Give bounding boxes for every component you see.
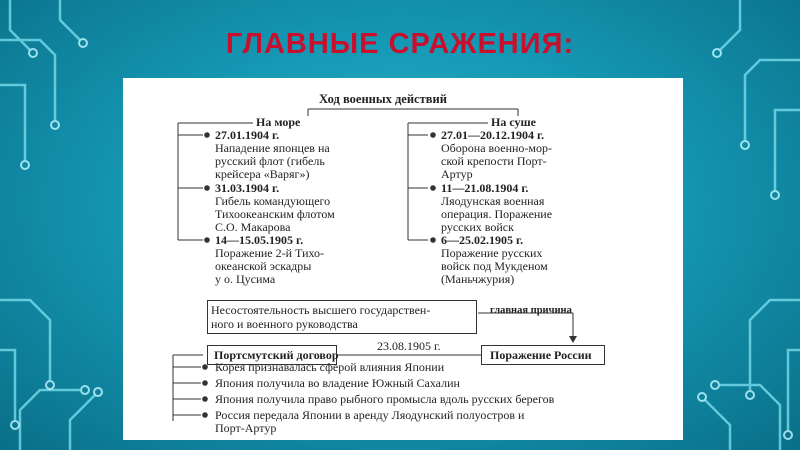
defeat-box bbox=[481, 345, 605, 365]
land-event-text: Оборона военно-мор- bbox=[441, 141, 553, 155]
land-event-text: Артур bbox=[441, 167, 473, 181]
treaty-term: Россия передала Японии в аренду Ляодунский полуостров и bbox=[215, 408, 525, 422]
slide-title: ГЛАВНЫЕ СРАЖЕНИЯ: bbox=[225, 28, 575, 60]
sea-event-text: русский флот (гибель bbox=[215, 154, 325, 168]
land-event-date: 27.01—20.12.1904 г. bbox=[441, 128, 545, 142]
sea-event-text: С.О. Макарова bbox=[215, 220, 291, 234]
cause-box bbox=[207, 300, 477, 334]
diagram-panel bbox=[123, 78, 683, 440]
land-event-text: Ляодунская военная bbox=[441, 194, 545, 208]
sea-event-date: 31.03.1904 г. bbox=[215, 181, 280, 195]
sea-event-text: Поражение 2-й Тихо- bbox=[215, 246, 325, 260]
land-event-text: (Маньчжурия) bbox=[441, 272, 515, 286]
land-event-text: операция. Поражение bbox=[441, 207, 553, 221]
treaty-term: Япония получила во владение Южный Сахалин bbox=[215, 376, 460, 390]
land-event-text: Поражение русских bbox=[441, 246, 543, 260]
diagram-heading: Ход военных действий bbox=[319, 92, 447, 106]
land-event-text: русских войск bbox=[441, 220, 514, 234]
land-event-text: войск под Мукденом bbox=[441, 259, 548, 273]
sea-event-date: 27.01.1904 г. bbox=[215, 128, 280, 142]
sea-event-text: Тихоокеанским флотом bbox=[215, 207, 335, 221]
sea-event-text: у о. Цусима bbox=[215, 272, 276, 286]
sea-event-text: океанской эскадры bbox=[215, 259, 312, 273]
sea-event-text: крейсера «Варяг») bbox=[215, 167, 310, 181]
cause-text: ного и военного руководства bbox=[211, 317, 358, 331]
treaty-label: Портсмутский договор bbox=[214, 348, 339, 362]
sea-event-text: Нападение японцев на bbox=[215, 141, 330, 155]
treaty-date: 23.08.1905 г. bbox=[377, 339, 441, 353]
sea-label: На море bbox=[256, 115, 301, 129]
defeat-label: Поражение России bbox=[490, 348, 592, 362]
land-event-text: ской крепости Порт- bbox=[441, 154, 547, 168]
land-event-date: 6—25.02.1905 г. bbox=[441, 233, 524, 247]
treaty-term: Япония получила право рыбного промысла вдоль русских берегов bbox=[215, 392, 555, 406]
sea-event-text: Гибель командующего bbox=[215, 194, 331, 208]
treaty-term: Порт-Артур bbox=[215, 421, 277, 435]
land-event-date: 11—21.08.1904 г. bbox=[441, 181, 529, 195]
cause-text: Несостоятельность высшего государствен- bbox=[211, 303, 431, 317]
sea-event-date: 14—15.05.1905 г. bbox=[215, 233, 304, 247]
treaty-term: Корея признавалась сферой влияния Японии bbox=[215, 360, 445, 374]
cause-arrow-label: главная причина bbox=[490, 305, 572, 316]
land-label: На суше bbox=[491, 115, 536, 129]
